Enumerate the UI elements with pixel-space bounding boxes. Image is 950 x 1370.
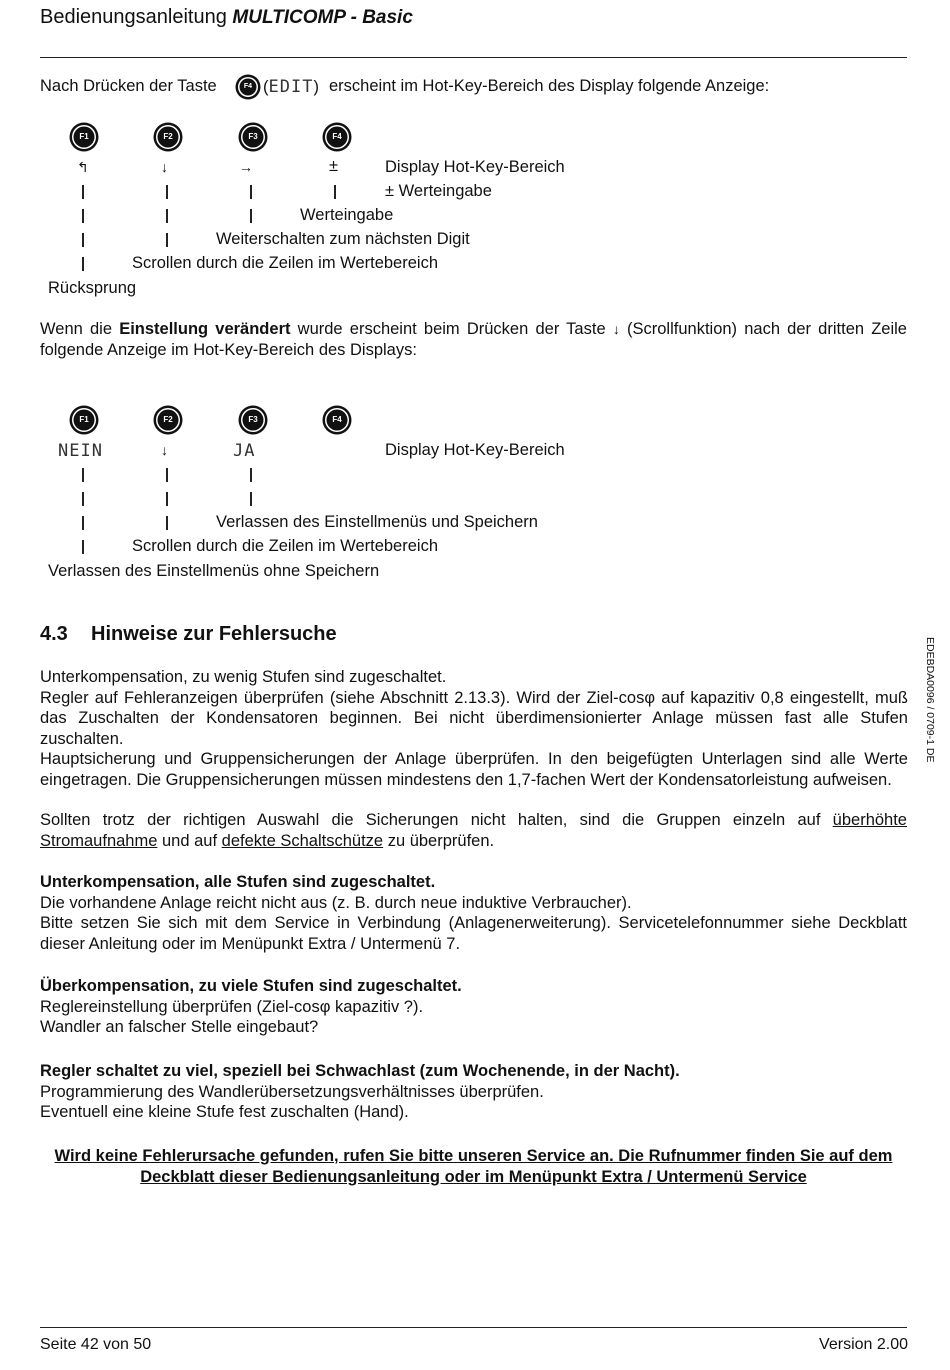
label-plus-minus-input: ± Werteingabe [385,182,492,200]
page-header [40,6,413,29]
lcd-ja-label: JA [233,441,256,461]
low-load-block: Regler schaltet zu viel, speziell bei Schwachlast (zum Wochenende, in der Nacht). Programmierung des Wandlerübersetzungsverhältnisses überprüfen. Eventuell eine kleine Stufe fest zuschalten (Hand). [40,1061,907,1123]
all-stages-block: Unterkompensation, alle Stufen sind zugeschaltet. Die vorhandene Anlage reicht nicht aus (z. B. durch neue induktive Verbraucher). Bitte setzen Sie sich mit dem Service in Verbindung (Anlagenerweiterung). Servicetelefonnummer siehe Deckblatt dieser Anleitung oder im Menüpunkt Extra / Untermenü 7. [40,873,907,953]
fuse-paragraph: Sollten trotz der richtigen Auswahl die Sicherungen nicht halten, sind die Gruppen einzeln auf überhöhte Stromaufnahme und auf defekte Schaltschütze zu überprüfen. [40,811,907,850]
connector-line [166,468,168,482]
footer-rule [40,1327,907,1328]
connector-line [250,185,252,199]
side-document-code: EDEBDA0096 / 0709-1 DE [924,637,936,763]
down-arrow-icon: ↓ [612,321,620,337]
block-heading: Regler schaltet zu viel, speziell bei Schwachlast (zum Wochenende, in der Nacht). [40,1062,680,1080]
connector-line [82,257,84,271]
label-return: Rücksprung [48,279,137,297]
section-heading [40,623,337,646]
label-exit-no-save: Verlassen des Einstellmenüs ohne Speichern [48,562,380,580]
block-heading: Unterkompensation, alle Stufen sind zugeschaltet. [40,873,436,891]
connector-line [82,540,84,554]
connector-line [250,492,252,506]
label-next-digit: Weiterschalten zum nächsten Digit [216,230,470,248]
f4-key-icon: F4 [325,125,349,149]
page-number: Seite 42 von 50 [40,1336,152,1353]
connector-line [82,209,84,223]
connector-line [82,492,84,506]
block-heading: Überkompensation, zu viele Stufen sind zugeschaltet. [40,977,462,995]
service-notice: Wird keine Fehlerursache gefunden, rufen Sie bitte unseren Service an. Die Rufnummer finden Sie auf dem Deckblatt dieser Bedienungsanleitung oder im Menüpunkt Extra / Untermenü Service [54,1147,893,1186]
f4-key-icon: F4 [325,408,349,432]
down-arrow-icon: ↓ [161,159,168,175]
down-arrow-icon: ↓ [161,442,168,458]
header-title: Bedienungsanleitung [40,6,227,28]
f1-key-icon: F1 [72,125,96,149]
intro-text-after: erscheint im Hot-Key-Bereich des Display folgende Anzeige: [329,77,770,95]
connector-line [82,468,84,482]
f3-key-icon: F3 [241,408,265,432]
section-number: 4.3 [40,623,68,645]
section-title: Hinweise zur Fehlersuche [91,623,337,645]
right-arrow-icon: → [239,159,253,175]
label-value-input: Werteingabe [300,206,394,224]
label-hotkey-area: Display Hot-Key-Bereich [385,158,565,176]
connector-line [166,492,168,506]
connector-line [334,185,336,199]
plus-minus-icon: ± [329,157,339,175]
f2-key-icon: F2 [156,125,180,149]
connector-line [82,233,84,247]
connector-line [166,209,168,223]
version-label: Version 2.00 [819,1336,908,1353]
connector-line [166,185,168,199]
f1-key-icon: F1 [72,408,96,432]
label-scroll-rows: Scrollen durch die Zeilen im Wertebereich [132,537,438,555]
header-product: MULTICOMP - Basic [232,7,413,28]
over-compensation-block: Überkompensation, zu viele Stufen sind zugeschaltet. Reglereinstellung überprüfen (Ziel-cosφ kapazitiv ?). Wandler an falscher Stelle eingebaut? [40,976,907,1038]
intro-text-before: Nach Drücken der Taste [40,77,217,95]
lcd-edit-label: EDIT [268,77,314,97]
f2-key-icon: F2 [156,408,180,432]
scroll-change-paragraph: Wenn die Einstellung verändert wurde erscheint beim Drücken der Taste ↓ (Scrollfunktion) nach der dritten Zeile folgende Anzeige im Hot-Key-Bereich des Displays: [40,320,907,359]
label-hotkey-area: Display Hot-Key-Bereich [385,441,565,459]
return-arrow-icon: ↰ [77,159,89,175]
label-scroll-rows: Scrollen durch die Zeilen im Wertebereich [132,254,438,272]
f3-key-icon: F3 [241,125,265,149]
connector-line [250,468,252,482]
connector-line [82,516,84,530]
lcd-nein-label: NEIN [58,441,103,461]
under-compensation-paragraph: Unterkompensation, zu wenig Stufen sind zugeschaltet. Regler auf Fehleranzeigen überprüfen (siehe Abschnitt 2.13.3). Wird der Ziel-cosφ auf kapazitiv 0,8 eingestellt, muß das Zuschalten der Kondensatoren beginnen. Bei nicht überdimensionierter Anlage müssen fast alle Stufen zuschalten. Hauptsicherung und Gruppensicherungen der Anlage überprüfen. In den beigefügten Unterlagen sind alle Werte eingetragen. Die Gruppensicherungen müssen mindestens den 1,7-fachen Wert der Kondensatorleistung aufweisen. [40,668,908,789]
connector-line [166,233,168,247]
intro-edit: (EDIT) [263,77,319,97]
connector-line [166,516,168,530]
header-rule [40,57,907,58]
connector-line [250,209,252,223]
f4-key-icon: F4 [238,77,258,97]
connector-line [82,185,84,199]
label-exit-save: Verlassen des Einstellmenüs und Speichern [216,513,538,531]
